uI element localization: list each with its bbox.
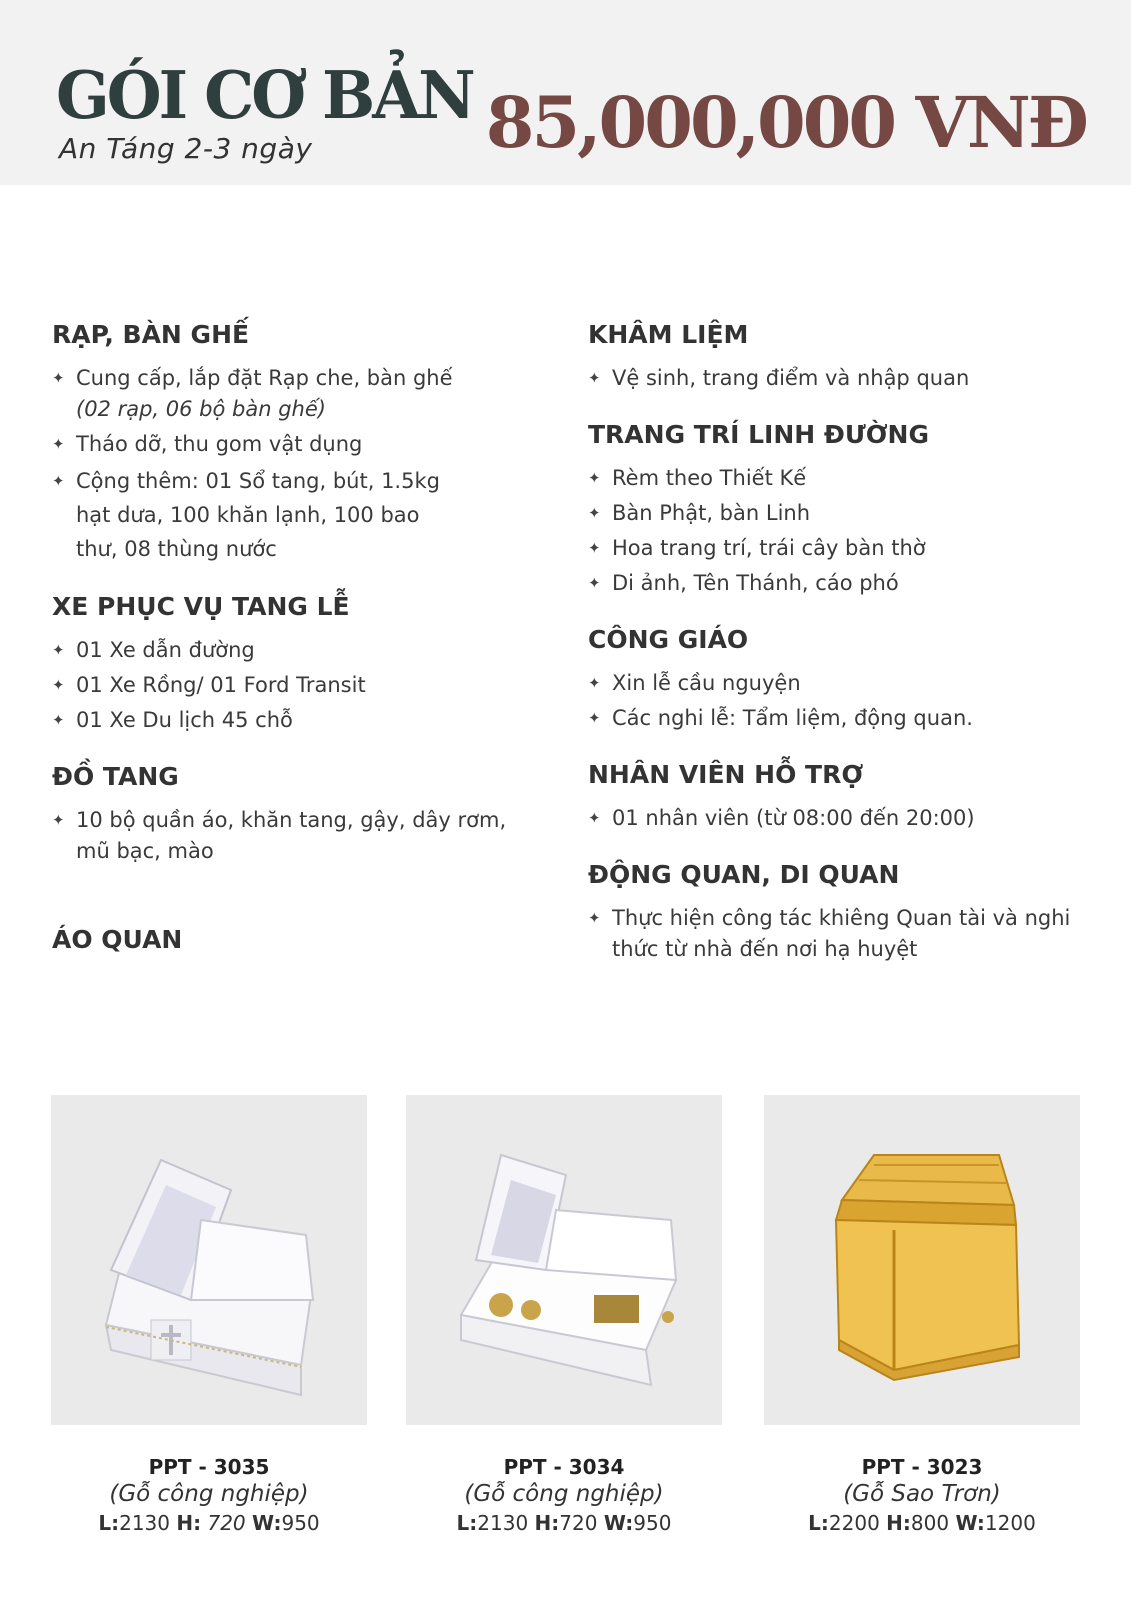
section-title: KHÂM LIỆM (588, 320, 749, 349)
list-item: ✦ Di ảnh, Tên Thánh, cáo phó (588, 568, 1098, 599)
product-dimensions: L:2200 H:800 W:1200 (808, 1511, 1036, 1535)
package-title: GÓI CƠ BẢN (56, 56, 473, 134)
bullet-icon: ✦ (588, 574, 601, 592)
bullet-icon: ✦ (588, 909, 601, 927)
product-card (51, 1095, 367, 1535)
product-code: PPT - 3023 (861, 1455, 983, 1479)
section-title: ĐỘNG QUAN, DI QUAN (588, 860, 900, 889)
section-cong-giao (588, 625, 1098, 734)
casket-image-white-gold (406, 1095, 722, 1425)
product-card (764, 1095, 1080, 1535)
bullet-icon: ✦ (588, 539, 601, 557)
section-do-tang (52, 762, 542, 867)
section-title: TRANG TRÍ LINH ĐƯỜNG (588, 420, 930, 449)
list-item: ✦ Cung cấp, lắp đặt Rạp che, bàn ghế (02 rạp, 06 bộ bàn ghế) (52, 363, 542, 425)
section-kham-liem (588, 320, 1098, 394)
package-price: 85,000,000 VNĐ (485, 81, 1086, 164)
bullet-icon: ✦ (588, 504, 601, 522)
list-item: ✦ Rèm theo Thiết Kế (588, 463, 1098, 494)
package-subtitle: An Táng 2-3 ngày (59, 132, 313, 165)
list-item: ✦ 01 Xe Du lịch 45 chỗ (52, 705, 542, 736)
section-title: NHÂN VIÊN HỖ TRỢ (588, 760, 864, 789)
section-title: ĐỒ TANG (52, 762, 179, 791)
section-rap-ban-ghe (52, 320, 542, 566)
product-dimensions: L:2130 H:720 W:950 (456, 1511, 672, 1535)
bullet-icon: ✦ (52, 641, 65, 659)
header-band (0, 0, 1131, 185)
list-item: ✦ Bàn Phật, bàn Linh (588, 498, 1098, 529)
product-card (406, 1095, 722, 1535)
list-item: ✦ Thực hiện công tác khiêng Quan tài và nghi thức từ nhà đến nơi hạ huyệt (588, 903, 1098, 965)
bullet-icon: ✦ (52, 811, 65, 829)
list-item: ✦ Hoa trang trí, trái cây bàn thờ (588, 533, 1098, 564)
product-dimensions: L:2130 H: 720 W:950 (98, 1511, 320, 1535)
list-item: ✦ Tháo dỡ, thu gom vật dụng (52, 429, 542, 460)
bullet-icon: ✦ (588, 469, 601, 487)
white-casket-icon (51, 1095, 367, 1425)
product-code: PPT - 3035 (148, 1455, 270, 1479)
section-title: ÁO QUAN (52, 925, 183, 954)
bullet-icon: ✦ (52, 472, 65, 490)
bullet-icon: ✦ (588, 674, 601, 692)
left-column (52, 320, 542, 980)
product-material: (Gỗ Sao Trơn) (843, 1481, 1001, 1507)
bullet-icon: ✦ (52, 369, 65, 387)
section-title: CÔNG GIÁO (588, 625, 749, 654)
white-casket-gold-icon (406, 1095, 722, 1425)
section-dong-quan (588, 860, 1098, 965)
casket-image-white-ornate (51, 1095, 367, 1425)
section-title: XE PHỤC VỤ TANG LỄ (52, 592, 350, 621)
list-item: ✦ 01 nhân viên (từ 08:00 đến 20:00) (588, 803, 1098, 834)
section-title: RẠP, BÀN GHẾ (52, 320, 250, 349)
section-nhan-vien (588, 760, 1098, 834)
list-item: ✦ Xin lễ cầu nguyện (588, 668, 1098, 699)
list-item: ✦ Các nghi lễ: Tẩm liệm, động quan. (588, 703, 1098, 734)
bullet-icon: ✦ (588, 369, 601, 387)
list-item: ✦ 01 Xe Rồng/ 01 Ford Transit (52, 670, 542, 701)
list-item: ✦ 01 Xe dẫn đường (52, 635, 542, 666)
product-material: (Gỗ công nghiệp) (464, 1481, 664, 1507)
product-material: (Gỗ công nghiệp) (109, 1481, 309, 1507)
section-trang-tri (588, 420, 1098, 599)
bullet-icon: ✦ (588, 809, 601, 827)
casket-image-natural-wood (764, 1095, 1080, 1425)
wooden-casket-icon (764, 1095, 1080, 1425)
section-ao-quan (52, 925, 542, 954)
list-item: ✦ Cộng thêm: 01 Sổ tang, bút, 1.5kg hạt dưa, 100 khăn lạnh, 100 bao thư, 08 thùng nước (52, 464, 542, 566)
right-column (588, 320, 1098, 991)
bullet-icon: ✦ (52, 676, 65, 694)
section-xe-phuc-vu (52, 592, 542, 736)
bullet-icon: ✦ (588, 709, 601, 727)
product-code: PPT - 3034 (503, 1455, 625, 1479)
bullet-icon: ✦ (52, 711, 65, 729)
list-item: ✦ 10 bộ quần áo, khăn tang, gậy, dây rơm, mũ bạc, mào (52, 805, 542, 867)
list-item: ✦ Vệ sinh, trang điểm và nhập quan (588, 363, 1098, 394)
bullet-icon: ✦ (52, 435, 65, 453)
